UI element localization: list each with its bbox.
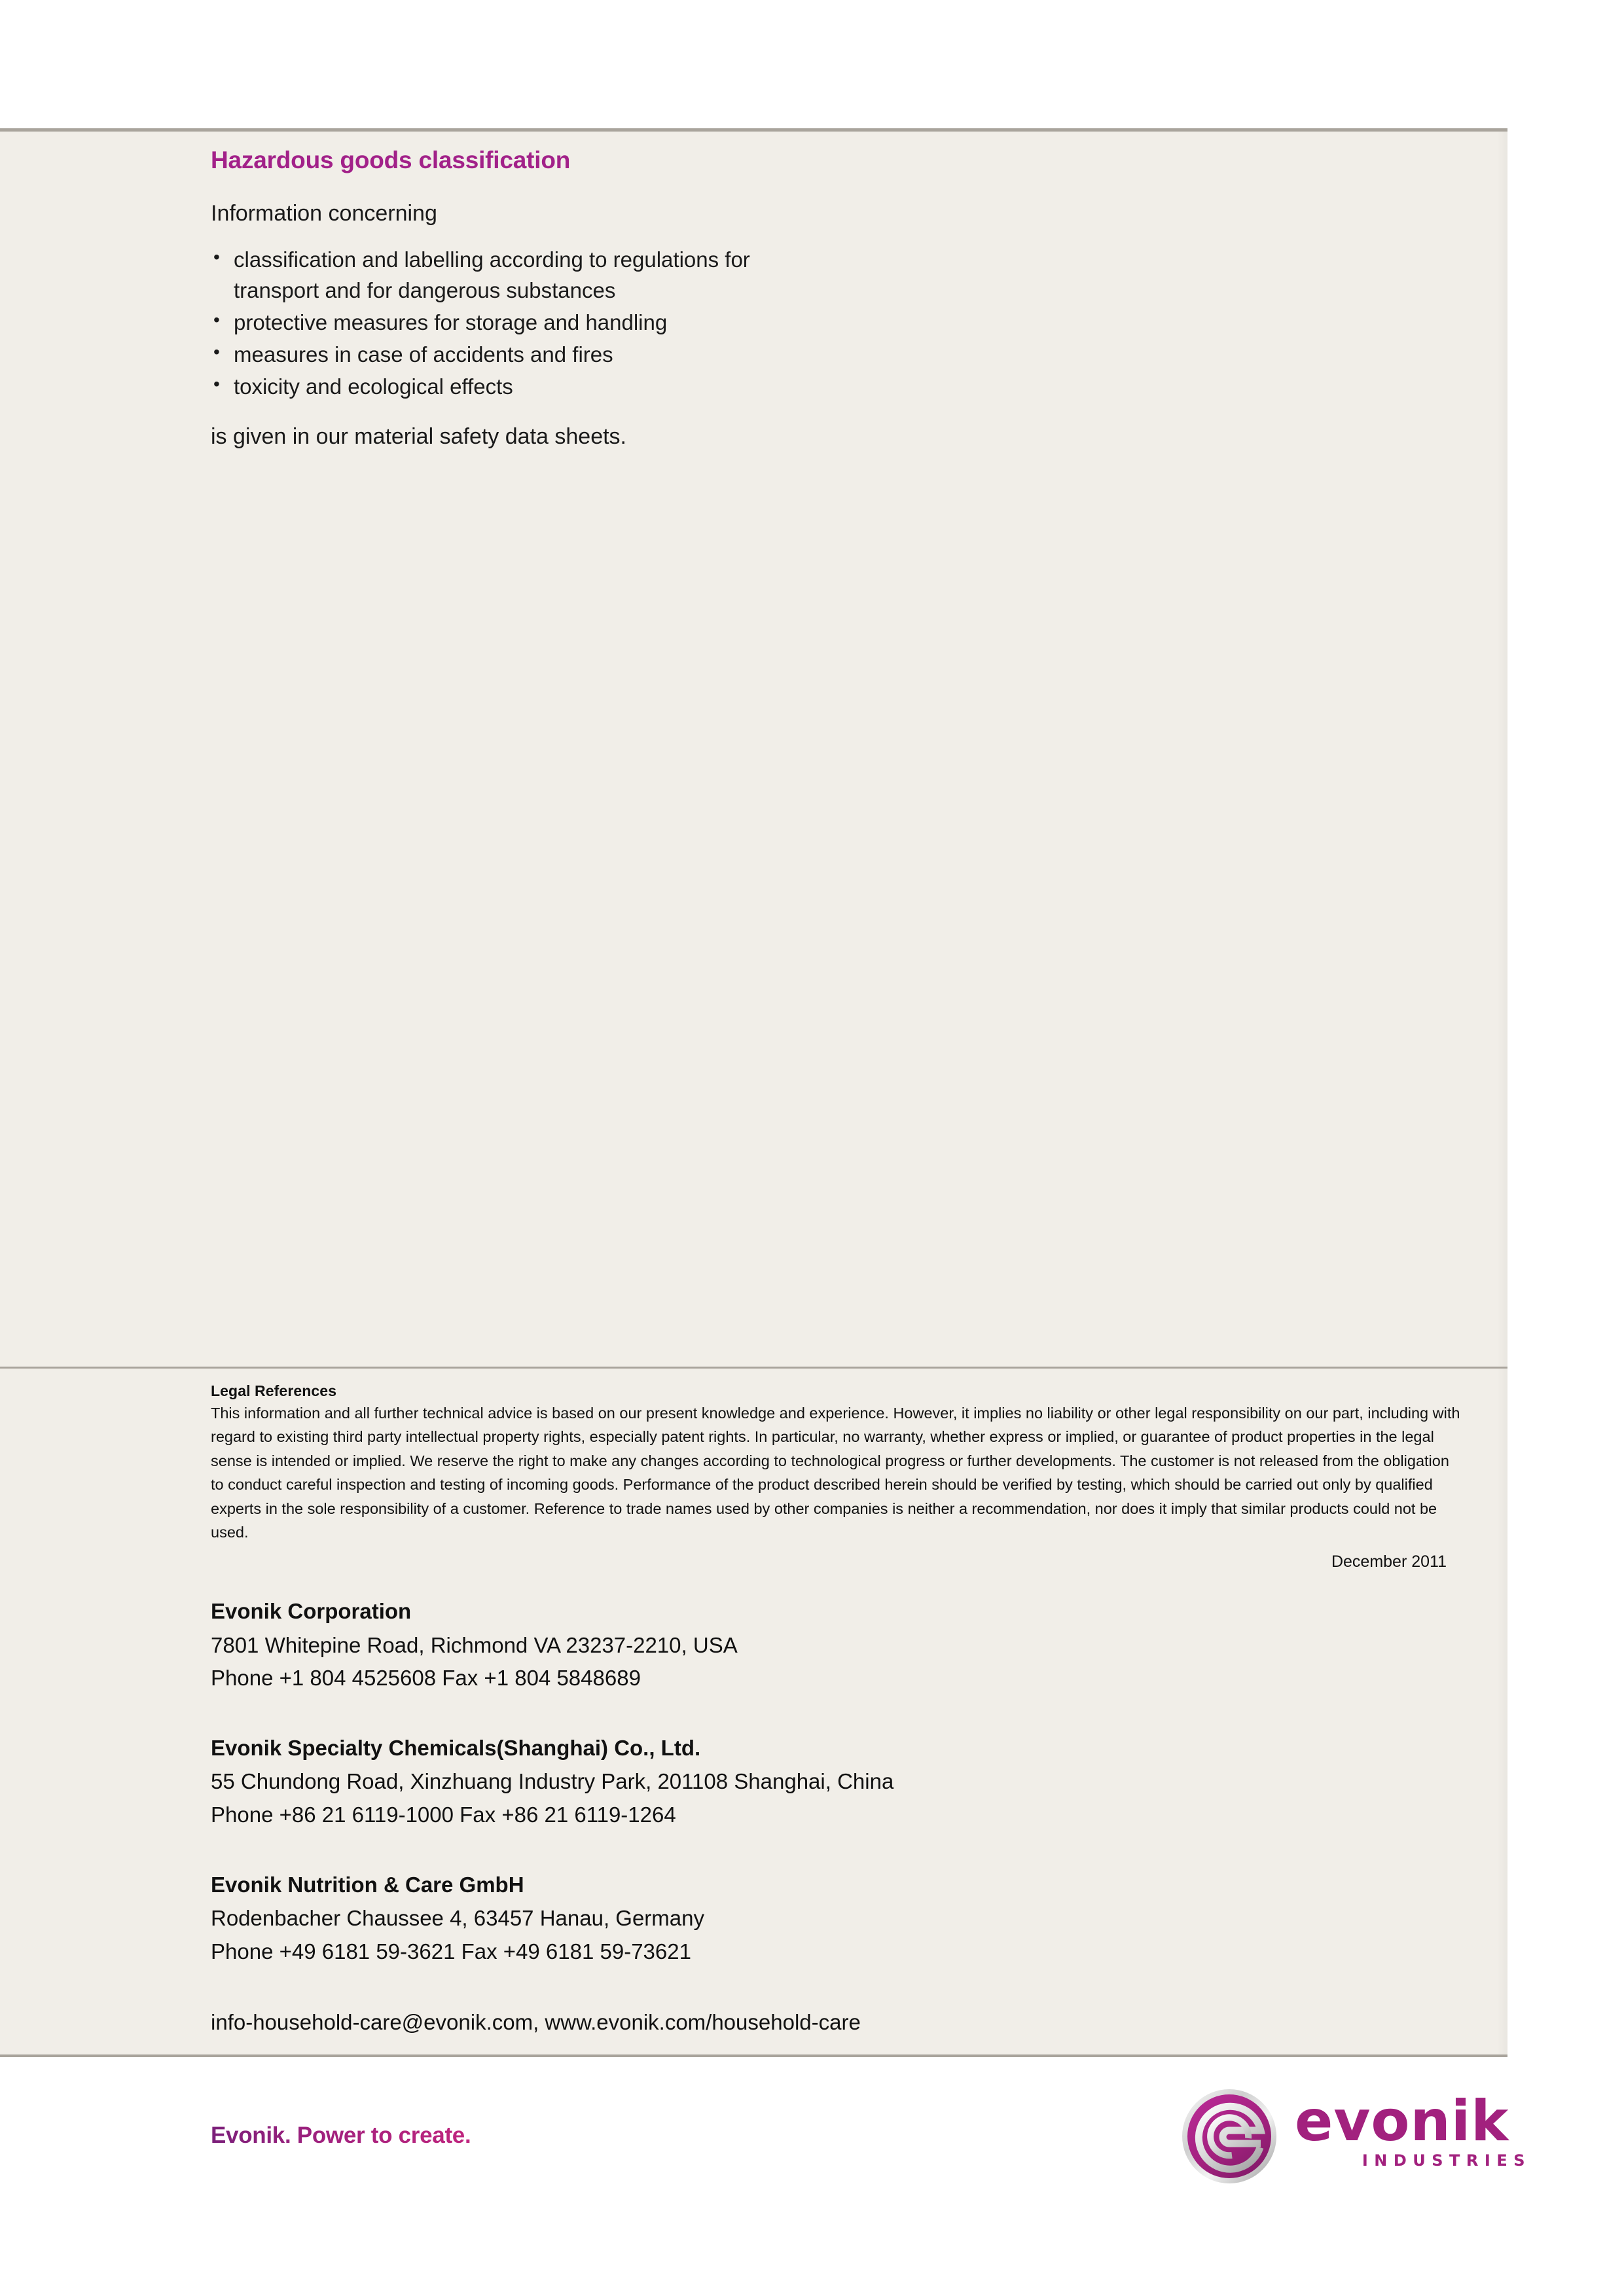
company-name: Evonik Corporation bbox=[211, 1599, 412, 1623]
intro-text: Information concerning bbox=[211, 201, 437, 226]
email-and-website[interactable]: info-household-care@evonik.com, www.evonik.com/household-care bbox=[211, 2009, 861, 2034]
evonik-logo bbox=[1180, 2082, 1534, 2200]
information-bullet-list bbox=[211, 245, 1454, 402]
list-item: • measures in case of accidents and fires bbox=[211, 340, 784, 370]
company-phone: Phone +1 804 4525608 Fax +1 804 5848689 bbox=[211, 1665, 641, 1690]
evonik-wordmark-text: evonik bbox=[1295, 2089, 1509, 2154]
evonik-industries-text: INDUSTRIES bbox=[1362, 2151, 1531, 2170]
main-content bbox=[211, 145, 1454, 451]
page-footer bbox=[0, 2057, 1624, 2296]
page-title: Hazardous goods classification bbox=[211, 147, 571, 173]
company-phone: Phone +86 21 6119-1000 Fax +86 21 6119-1264 bbox=[211, 1802, 676, 1827]
contact-block-evonik-corporation bbox=[211, 1597, 1389, 1693]
list-item: • protective measures for storage and handling bbox=[211, 308, 784, 338]
page-edge-shadow bbox=[1497, 132, 1507, 2057]
evonik-e-spiral-icon bbox=[1180, 2087, 1278, 2185]
company-address: 7801 Whitepine Road, Richmond VA 23237-2210, USA bbox=[211, 1632, 738, 1657]
legal-divider bbox=[0, 1367, 1507, 1369]
contact-block-evonik-shanghai bbox=[211, 1734, 1389, 1830]
company-phone: Phone +49 6181 59-3621 Fax +49 6181 59-73621 bbox=[211, 1939, 691, 1964]
legal-references-body: This information and all further technical advice is based on our present knowledge and experience. However, it implies no liability or other legal responsibility on our part, including with regard to existing third party intellectual property rights, especially patent rights. In particular, no warranty, whether express or implied, or guarantee of product properties in the legal sense is intended or implied. We reserve the right to make any changes according to technological progress or further developments. The customer is not released from the obligation to conduct careful inspection and testing of incoming goods. Performance of the product described herein should be verified by testing, which should be carried out only by qualified experts in the sole responsibility of a customer. Reference to trade names used by other companies is neither a recommendation, nor does it imply that similar products could not be used. bbox=[211, 1405, 1460, 1541]
contact-block-evonik-nutrition-care bbox=[211, 1871, 1389, 1967]
company-address: Rodenbacher Chaussee 4, 63457 Hanau, Germany bbox=[211, 1906, 704, 1931]
company-name: Evonik Nutrition & Care GmbH bbox=[211, 1872, 524, 1897]
contact-information bbox=[211, 1597, 1389, 2037]
evonik-wordmark bbox=[1295, 2089, 1534, 2170]
legal-references-section bbox=[211, 1382, 1461, 1571]
company-address: 55 Chundong Road, Xinzhuang Industry Park, 201108 Shanghai, China bbox=[211, 1769, 894, 1794]
document-date: December 2011 bbox=[1331, 1552, 1447, 1571]
brand-tagline: Evonik. Power to create. bbox=[211, 2123, 471, 2148]
legal-references-title: Legal References bbox=[211, 1382, 337, 1399]
list-item: • toxicity and ecological effects bbox=[211, 372, 784, 403]
list-item: • classification and labelling according to regulations for transport and for dangerous substances bbox=[211, 245, 784, 306]
closing-text: is given in our material safety data sheets. bbox=[211, 423, 626, 449]
company-name: Evonik Specialty Chemicals(Shanghai) Co., Ltd. bbox=[211, 1735, 701, 1760]
